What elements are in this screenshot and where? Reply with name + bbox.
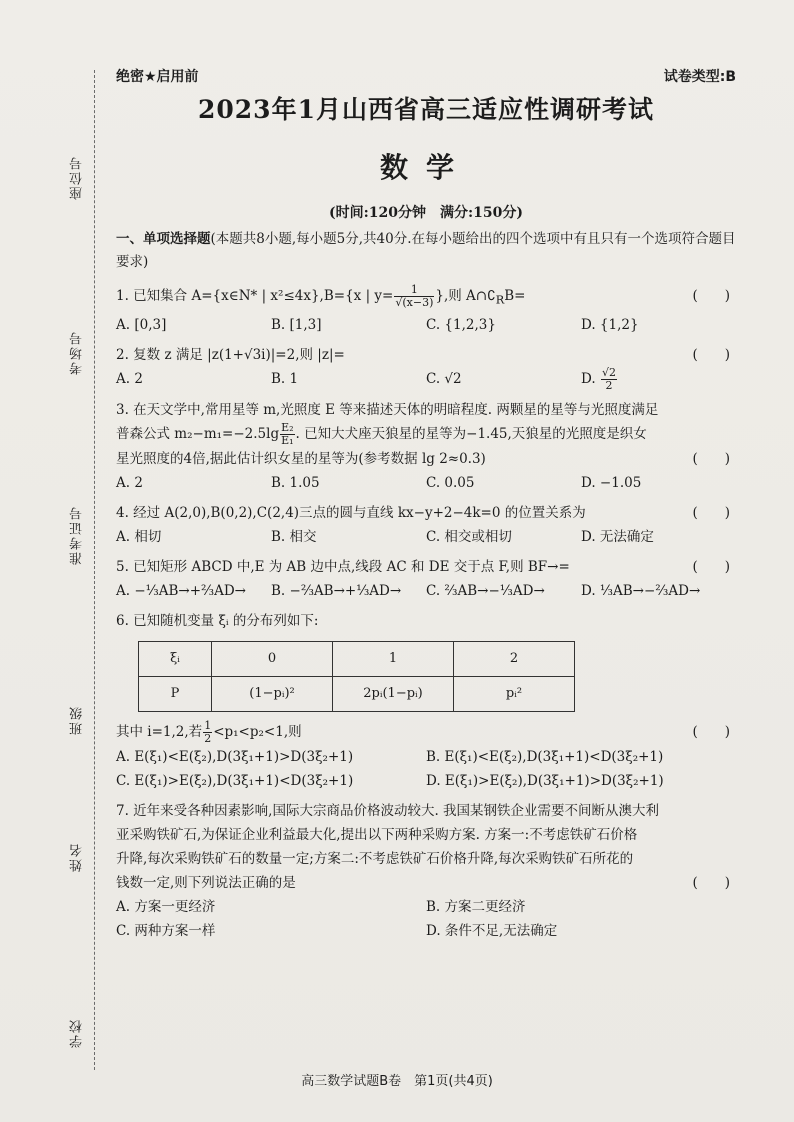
option: C. 相交或相切 bbox=[426, 528, 512, 545]
time-info: (时间:120分钟 满分:150分) bbox=[328, 205, 524, 221]
name-label: 姓名 bbox=[70, 842, 85, 872]
answer-paren: ( ) bbox=[692, 288, 730, 304]
q3-fraction bbox=[280, 422, 294, 447]
option: C. √2 bbox=[426, 370, 462, 387]
q2-opt-d-prefix: D. bbox=[581, 370, 600, 387]
q6-stem: 6. 已知随机变量 ξᵢ 的分布列如下: bbox=[116, 612, 319, 629]
table-cell: 2pᵢ(1−pᵢ) bbox=[333, 676, 454, 711]
option: B. 1.05 bbox=[271, 474, 320, 491]
question-7 bbox=[116, 799, 736, 895]
q6-options bbox=[116, 745, 736, 793]
q3-frac-den: E₁ bbox=[281, 433, 294, 447]
option: A. 方案一更经济 bbox=[116, 898, 216, 915]
q7-line-1: 7. 近年来受各种因素影响,国际大宗商品价格波动较大. 我国某钢铁企业需要不间断从澳大利 bbox=[116, 802, 660, 819]
q1-options bbox=[116, 313, 736, 337]
q2-opt-d-den: 2 bbox=[605, 378, 613, 392]
option: A. 2 bbox=[116, 370, 143, 387]
option: B. [1,3] bbox=[271, 316, 322, 333]
option: C. ⅔AB→−⅓AD→ bbox=[426, 582, 545, 599]
exam-subject: 数学 bbox=[379, 151, 472, 184]
option: B. 1 bbox=[271, 370, 299, 387]
option bbox=[581, 367, 736, 392]
q4-stem: 4. 经过 A(2,0),B(0,2),C(2,4)三点的圆与直线 kx−y+2−4k=0 的位置关系为 bbox=[116, 504, 586, 521]
option: C. {1,2,3} bbox=[426, 316, 496, 333]
option: B. E(ξ₁)<E(ξ₂),D(3ξ₁+1)<D(3ξ₂+1) bbox=[426, 748, 664, 765]
table-row bbox=[139, 676, 575, 711]
school-label: 学校 bbox=[70, 1018, 85, 1048]
q7-line-2: 亚采购铁矿石,为保证企业利益最大化,提出以下两种采购方案. 方案一:不考虑铁矿石价格 bbox=[116, 826, 638, 843]
exam-room-label: 考场号 bbox=[70, 330, 85, 375]
q3-line-2a: 普森公式 m₂−m₁=−2.5lg bbox=[116, 425, 280, 442]
table-cell: 0 bbox=[212, 641, 333, 676]
q3-frac-num: E₂ bbox=[281, 420, 294, 434]
option: B. 相交 bbox=[271, 528, 317, 545]
q6-frac-den: 2 bbox=[204, 731, 212, 745]
table-row bbox=[139, 641, 575, 676]
q7-line-4-text: 钱数一定,则下列说法正确的是 bbox=[116, 874, 296, 891]
q3-line-2 bbox=[116, 422, 736, 447]
table-cell: 1 bbox=[333, 641, 454, 676]
question-3 bbox=[116, 398, 736, 471]
distribution-table bbox=[138, 641, 575, 712]
q1-stem-d: B= bbox=[504, 288, 526, 304]
q1-stem-b: {x | y= bbox=[345, 288, 394, 304]
question-6 bbox=[116, 609, 736, 633]
admission-number-label: 准考证号 bbox=[70, 505, 85, 565]
q7-line-3: 升降,每次采购铁矿石的数量一定;方案二:不考虑铁矿石价格升降,每次采购铁矿石所花的 bbox=[116, 850, 634, 867]
q3-line-3-text: 星光照度的4倍,据此估计织女星的星等为(参考数据 lg 2≈0.3) bbox=[116, 450, 486, 467]
q3-line-1: 3. 在天文学中,常用星等 m,光照度 E 等来描述天体的明暗程度. 两颗星的星等与光照度满足 bbox=[116, 401, 659, 418]
q6-condition bbox=[116, 720, 736, 745]
section-desc: (本题共8小题,每小题5分,共40分.在每小题给出的四个选项中有且只有一个选项符合题目要求) bbox=[116, 231, 736, 270]
option: A. E(ξ₁)<E(ξ₂),D(3ξ₁+1)>D(3ξ₂+1) bbox=[116, 748, 354, 765]
q3-line-3 bbox=[116, 447, 736, 471]
q2-opt-d-fraction bbox=[601, 367, 617, 392]
q1-stem-c: },则 A∩∁ bbox=[435, 288, 496, 304]
q2-opt-d-num: √2 bbox=[601, 365, 616, 379]
q5-options bbox=[116, 579, 736, 603]
q1-frac-den: √(x−3) bbox=[395, 296, 434, 309]
question-4 bbox=[116, 501, 736, 525]
paper-type: 试卷类型:B bbox=[663, 69, 736, 85]
q2-stem: 2. 复数 z 满足 |z(1+√3i)|=2,则 |z|= bbox=[116, 346, 345, 363]
table-cell: pᵢ² bbox=[454, 676, 575, 711]
q1-frac-num: 1 bbox=[394, 284, 434, 297]
option: A. 相切 bbox=[116, 528, 162, 545]
q6-cond-a: 其中 i=1,2,若 bbox=[116, 723, 203, 740]
q1-stem-a: 1. 已知集合 A={x∈N* | x²≤4x},B= bbox=[116, 288, 346, 304]
table-cell: 2 bbox=[454, 641, 575, 676]
option: D. 无法确定 bbox=[581, 528, 654, 545]
q6-cond-b: <p₁<p₂<1,则 bbox=[213, 723, 302, 740]
q2-options bbox=[116, 367, 736, 392]
exam-title: 2023年1月山西省高三适应性调研考试 bbox=[198, 95, 654, 124]
exam-content bbox=[116, 60, 736, 943]
q3-line-2b: . 已知大犬座天狼星的星等为−1.45,天狼星的光照度是织女 bbox=[295, 425, 647, 442]
option: C. 0.05 bbox=[426, 474, 475, 491]
section-title: 一、单项选择题 bbox=[116, 231, 211, 247]
answer-paren: ( ) bbox=[692, 504, 730, 521]
page-footer: 高三数学试题B卷 第1页(共4页) bbox=[301, 1074, 493, 1089]
option: A. [0,3] bbox=[116, 316, 167, 333]
section-heading bbox=[116, 228, 736, 274]
q4-options bbox=[116, 525, 736, 549]
answer-paren: ( ) bbox=[692, 346, 730, 363]
q1-fraction bbox=[394, 284, 434, 309]
answer-paren: ( ) bbox=[692, 874, 730, 891]
q7-line-4 bbox=[116, 871, 736, 895]
q6-frac-num: 1 bbox=[204, 718, 212, 732]
answer-paren: ( ) bbox=[692, 450, 730, 467]
seat-number-label: 座位号 bbox=[70, 155, 85, 200]
q6-fraction bbox=[203, 720, 212, 745]
option: C. 两种方案一样 bbox=[116, 922, 216, 939]
option: D. E(ξ₁)>E(ξ₂),D(3ξ₁+1)>D(3ξ₂+1) bbox=[426, 772, 664, 789]
answer-paren: ( ) bbox=[692, 723, 730, 740]
binding-line bbox=[94, 70, 96, 1070]
option: D. {1,2} bbox=[581, 316, 639, 333]
table-cell: ξᵢ bbox=[139, 641, 212, 676]
q1-stem-sub: R bbox=[495, 293, 505, 307]
q7-options bbox=[116, 895, 736, 943]
header-row bbox=[116, 66, 736, 86]
option: C. E(ξ₁)>E(ξ₂),D(3ξ₁+1)<D(3ξ₂+1) bbox=[116, 772, 354, 789]
table-cell: P bbox=[139, 676, 212, 711]
table-cell: (1−pᵢ)² bbox=[212, 676, 333, 711]
answer-paren: ( ) bbox=[692, 558, 730, 575]
option: D. 条件不足,无法确定 bbox=[426, 922, 558, 939]
option: B. −⅔AB→+⅓AD→ bbox=[271, 582, 402, 599]
q5-stem: 5. 已知矩形 ABCD 中,E 为 AB 边中点,线段 AC 和 DE 交于点 F,则 BF→= bbox=[116, 558, 570, 575]
class-label: 班级 bbox=[70, 705, 85, 735]
question-5 bbox=[116, 555, 736, 579]
option: A. 2 bbox=[116, 474, 143, 491]
q3-options bbox=[116, 471, 736, 495]
option: A. −⅓AB→+⅔AD→ bbox=[116, 582, 246, 599]
option: D. ⅓AB→−⅔AD→ bbox=[581, 582, 701, 599]
question-1 bbox=[116, 284, 736, 313]
secret-mark: 绝密★启用前 bbox=[116, 69, 199, 85]
option: B. 方案二更经济 bbox=[426, 898, 526, 915]
question-2 bbox=[116, 343, 736, 367]
option: D. −1.05 bbox=[581, 474, 642, 491]
